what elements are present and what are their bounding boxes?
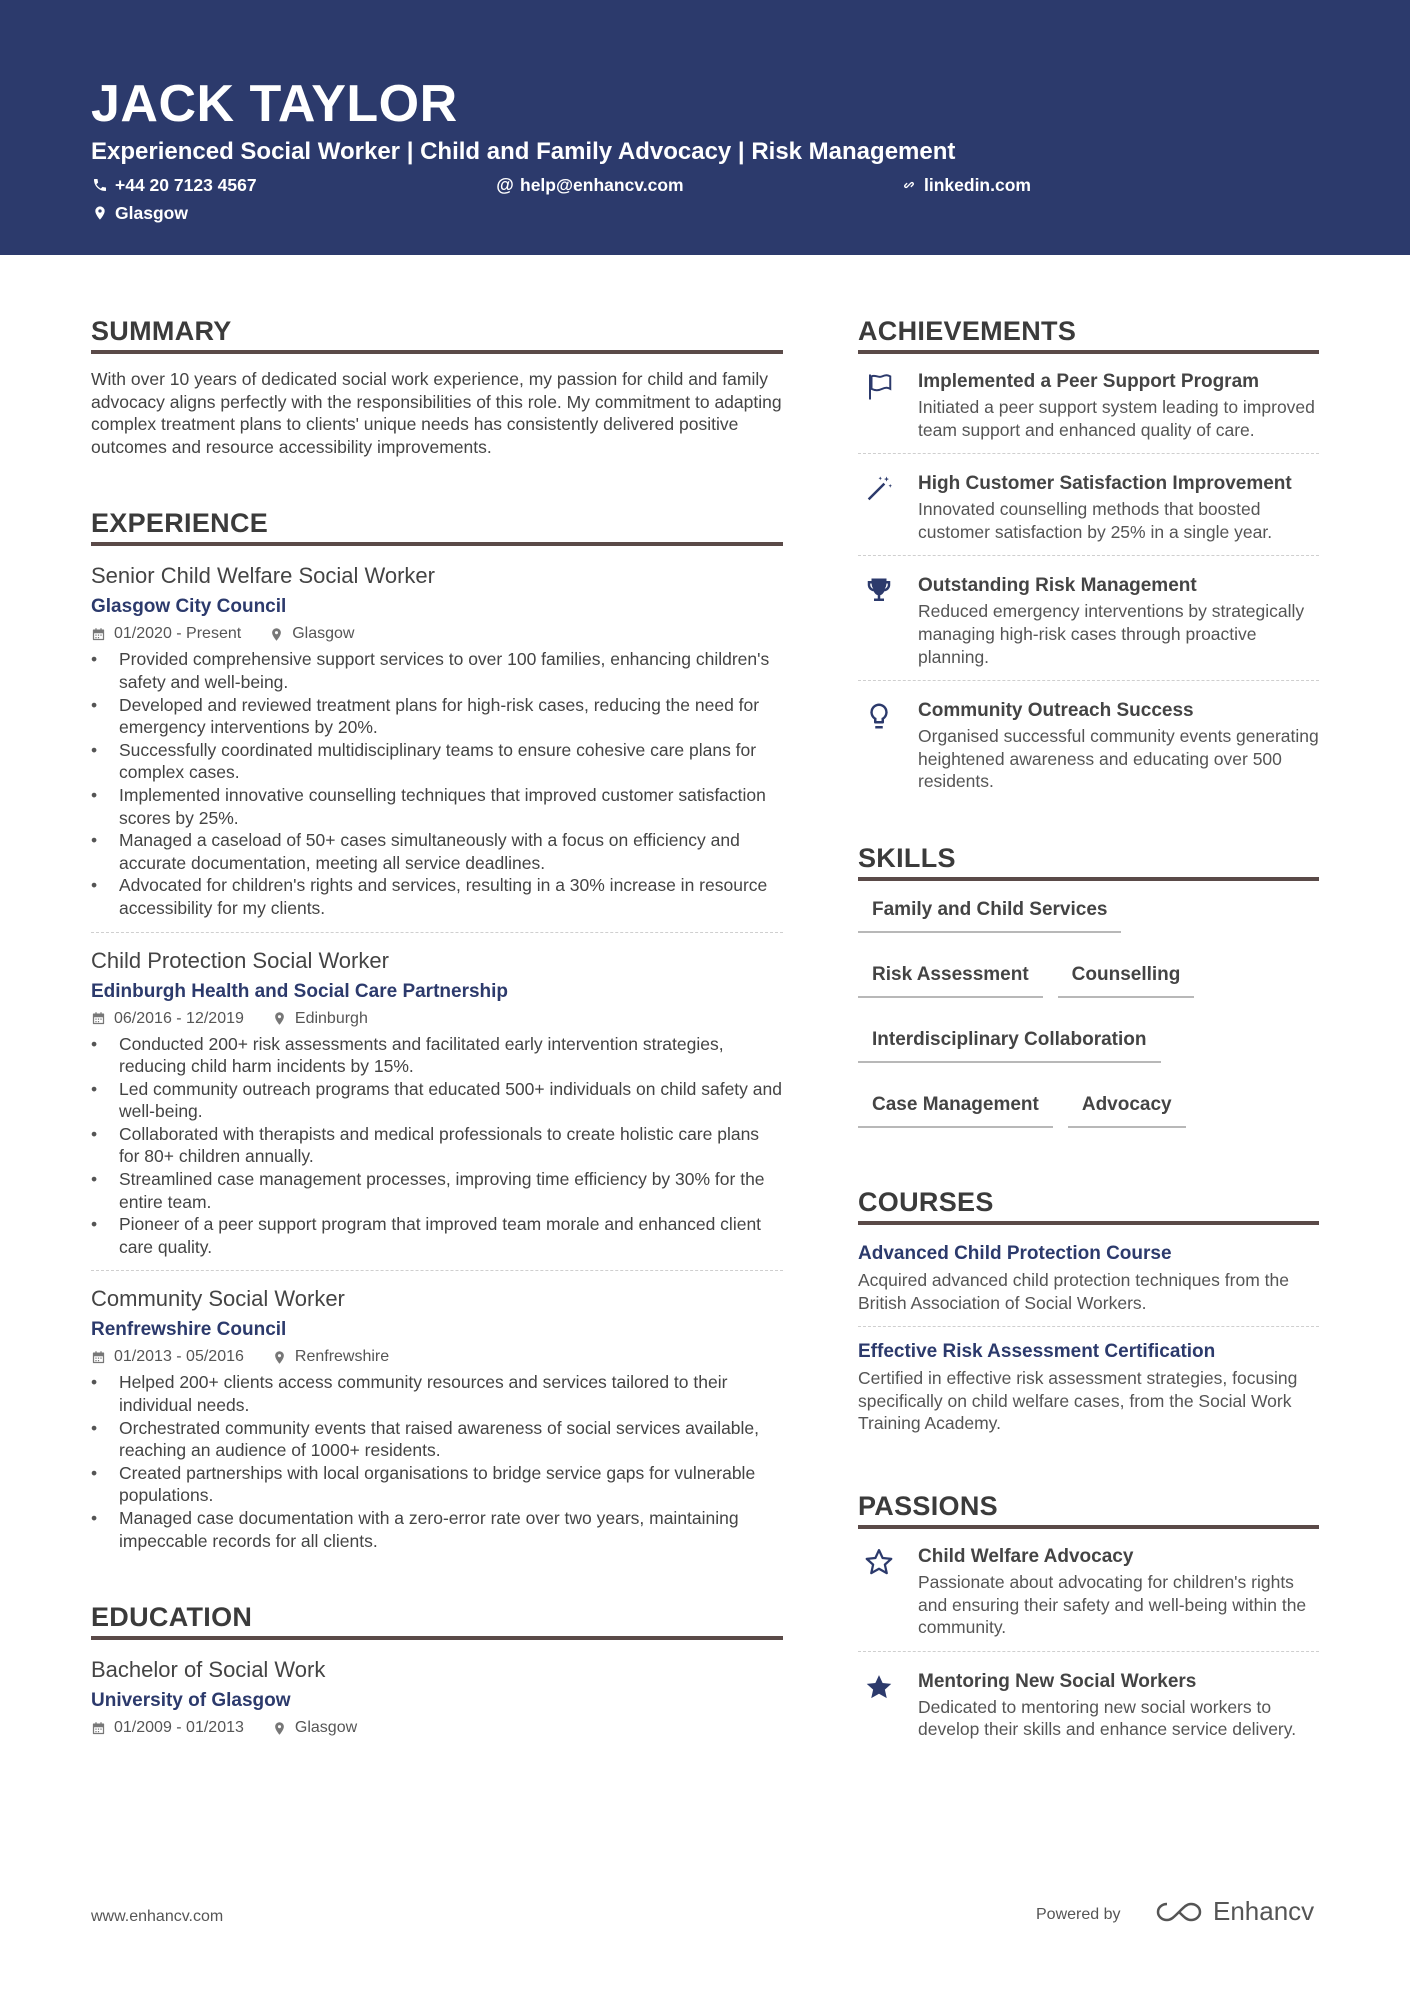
summary-text: With over 10 years of dedicated social work experience, my passion for child and family advocacy aligns perfectly with the responsibilities of this role. My commitment to adapting complex treatment plans to clients' unique needs has consistently delivered positive outcomes and resource accessibility improvements. [91,369,782,457]
location-pin-icon [91,204,109,222]
education-entry [91,1654,783,1754]
skill-tag: Family and Child Services [858,891,1121,933]
skill-tag: Counselling [1058,956,1195,998]
job-bullet: • Provided comprehensive support services to over 100 families, enhancing children's safety and well-being. [91,648,783,693]
job-bullets [91,1371,783,1552]
job-title: Senior Child Welfare Social Worker [91,563,435,589]
job-bullet: • Developed and reviewed treatment plans for high-risk cases, reducing the need for emergency interventions by 20%. [91,694,783,739]
company-name: Glasgow City Council [91,596,287,618]
left-column [91,312,783,1766]
job-meta [91,1007,783,1031]
achievements-heading: ACHIEVEMENTS [858,312,1319,354]
achievements-list [858,360,1319,805]
job-bullet: • Managed case documentation with a zero-error rate over two years, maintaining impeccable records for all clients. [91,1507,783,1552]
passions-item [858,1535,1319,1652]
location-text: Glasgow [115,203,188,223]
job-bullet: • Implemented innovative counselling techniques that improved customer satisfaction scores by 25%. [91,784,783,829]
skills-heading: SKILLS [858,839,1319,881]
brand-name: Enhancv [1213,1896,1315,1926]
passions-description: Dedicated to mentoring new social workers to develop their skills and enhance service delivery. [918,1696,1297,1740]
company-name: Renfrewshire Council [91,1319,287,1341]
job-bullet: • Pioneer of a peer support program that improved team morale and enhanced client care quality. [91,1213,783,1258]
passions-item [858,1660,1319,1753]
summary-heading: SUMMARY [91,312,783,354]
job-title: Community Social Worker [91,1286,345,1312]
job-location: Edinburgh [294,1009,368,1027]
job-bullet: • Helped 200+ clients access community resources and services tailored to their individual needs. [91,1371,783,1416]
right-column [858,312,1319,1761]
experience-entry [91,945,783,1272]
job-bullet: • Collaborated with therapists and medical professionals to create holistic care plans for 80+ children annually. [91,1123,783,1168]
email-link[interactable]: help@enhancv.com [520,175,684,195]
passions-title: Mentoring New Social Workers [918,1670,1197,1692]
contact-phone [91,173,257,197]
achievements-description: Initiated a peer support system leading to improved team support and enhanced quality of care. [918,397,1315,440]
powered-by-label: Powered by [1036,1906,1121,1923]
courses-heading: COURSES [858,1183,1319,1225]
star-outline-icon [864,1547,894,1577]
job-bullet: • Streamlined case management processes, improving time efficiency by 30% for the entire team. [91,1168,783,1213]
achievements-item [858,689,1319,805]
experience-heading: EXPERIENCE [91,504,783,546]
job-bullet: • Managed a caseload of 50+ cases simultaneously with a focus on efficiency and accurate documentation, meeting all service deadlines. [91,829,783,874]
phone-text[interactable]: +44 20 7123 4567 [115,175,257,195]
experience-list [91,560,783,1564]
enhancv-logo[interactable] [1155,1896,1314,1927]
calendar-icon [91,1721,106,1736]
education-heading: EDUCATION [91,1598,783,1640]
candidate-tagline: Experienced Social Worker | Child and Family Advocacy | Risk Management [91,138,956,165]
at-icon: @ [496,175,514,195]
trophy-icon [864,576,894,606]
job-bullet: • Successfully coordinated multidisciplinary teams to ensure cohesive care plans for complex cases. [91,739,783,784]
candidate-name: JACK TAYLOR [91,75,458,133]
course-item [858,1239,1319,1327]
achievements-item [858,462,1319,556]
website-link[interactable]: linkedin.com [924,175,1031,195]
contact-email [496,173,684,197]
passions-description: Passionate about advocating for children's rights and ensuring their safety and well-being within the community. [918,1571,1307,1638]
calendar-icon [91,1011,106,1026]
course-title: Advanced Child Protection Course [858,1242,1172,1264]
achievements-description: Reduced emergency interventions by strategically managing high-risk cases through proactive planning. [918,601,1305,667]
job-meta [91,622,783,646]
experience-entry [91,560,783,932]
job-bullet: • Conducted 200+ risk assessments and facilitated early intervention strategies, reducing child harm incidents by 15%. [91,1033,783,1078]
location-pin-icon [269,627,284,642]
course-description: Certified in effective risk assessment strategies, focusing specifically on child welfare cases, from the Social Work Training Academy. [858,1368,1298,1434]
skill-tag: Advocacy [1068,1086,1186,1128]
job-bullet: • Created partnerships with local organisations to bridge service gaps for vulnerable populations. [91,1462,783,1507]
job-bullet: • Orchestrated community events that raised awareness of social services available, reaching an audience of 1000+ residents. [91,1417,783,1462]
education-dates: 01/2009 - 01/2013 [114,1719,244,1737]
job-bullet: • Led community outreach programs that educated 500+ individuals on child safety and well-being. [91,1078,783,1123]
job-title: Child Protection Social Worker [91,947,389,973]
education-location: Glasgow [294,1719,358,1737]
courses-list [858,1239,1319,1447]
company-name: Edinburgh Health and Social Care Partnership [91,980,509,1002]
experience-entry [91,1283,783,1564]
job-bullets [91,1033,783,1259]
job-dates: 01/2020 - Present [114,625,242,643]
job-bullet: • Advocated for children's rights and services, resulting in a 30% increase in resource accessibility for my clients. [91,874,783,919]
flag-icon [864,372,894,402]
job-location: Glasgow [292,625,355,643]
achievements-title: Outstanding Risk Management [918,575,1197,597]
achievements-title: High Customer Satisfaction Improvement [918,473,1292,495]
passions-heading: PASSIONS [858,1487,1319,1529]
calendar-icon [91,627,106,642]
location-pin-icon [272,1350,287,1365]
resume-header [0,0,1410,255]
course-title: Effective Risk Assessment Certification [858,1341,1216,1363]
degree-title: Bachelor of Social Work [91,1657,326,1683]
skill-tag: Case Management [858,1086,1053,1128]
skill-tag: Risk Assessment [858,956,1043,998]
achievements-description: Organised successful community events generating heightened awareness and educating over 500 residents. [918,726,1319,792]
infinity-logo-icon [1155,1898,1203,1926]
star-filled-icon [864,1672,894,1702]
job-dates: 01/2013 - 05/2016 [114,1348,244,1366]
skill-tag: Interdisciplinary Collaboration [858,1021,1161,1063]
course-item [858,1337,1319,1447]
phone-icon [91,176,109,194]
contact-website [900,173,1031,197]
contact-location [91,201,188,225]
job-bullets [91,648,783,919]
location-pin-icon [272,1721,287,1736]
calendar-icon [91,1350,106,1365]
achievements-item [858,564,1319,681]
passions-title: Child Welfare Advocacy [918,1545,1134,1567]
achievements-description: Innovated counselling methods that boosted customer satisfaction by 25% in a single year. [918,499,1273,542]
course-description: Acquired advanced child protection techniques from the British Association of Social Workers. [858,1269,1289,1313]
magic-wand-icon [864,474,894,504]
lightbulb-icon [864,701,894,731]
skills-list [858,891,1319,1151]
education-meta [91,1716,783,1740]
footer-website[interactable]: www.enhancv.com [91,1908,224,1925]
passions-list [858,1535,1319,1753]
job-meta [91,1345,783,1369]
job-location: Renfrewshire [294,1348,390,1366]
achievements-title: Implemented a Peer Support Program [918,371,1260,392]
achievements-title: Community Outreach Success [918,700,1194,722]
link-icon [900,176,918,194]
achievements-item [858,360,1319,454]
school-name: University of Glasgow [91,1690,291,1712]
location-pin-icon [272,1011,287,1026]
job-dates: 06/2016 - 12/2019 [114,1009,244,1027]
